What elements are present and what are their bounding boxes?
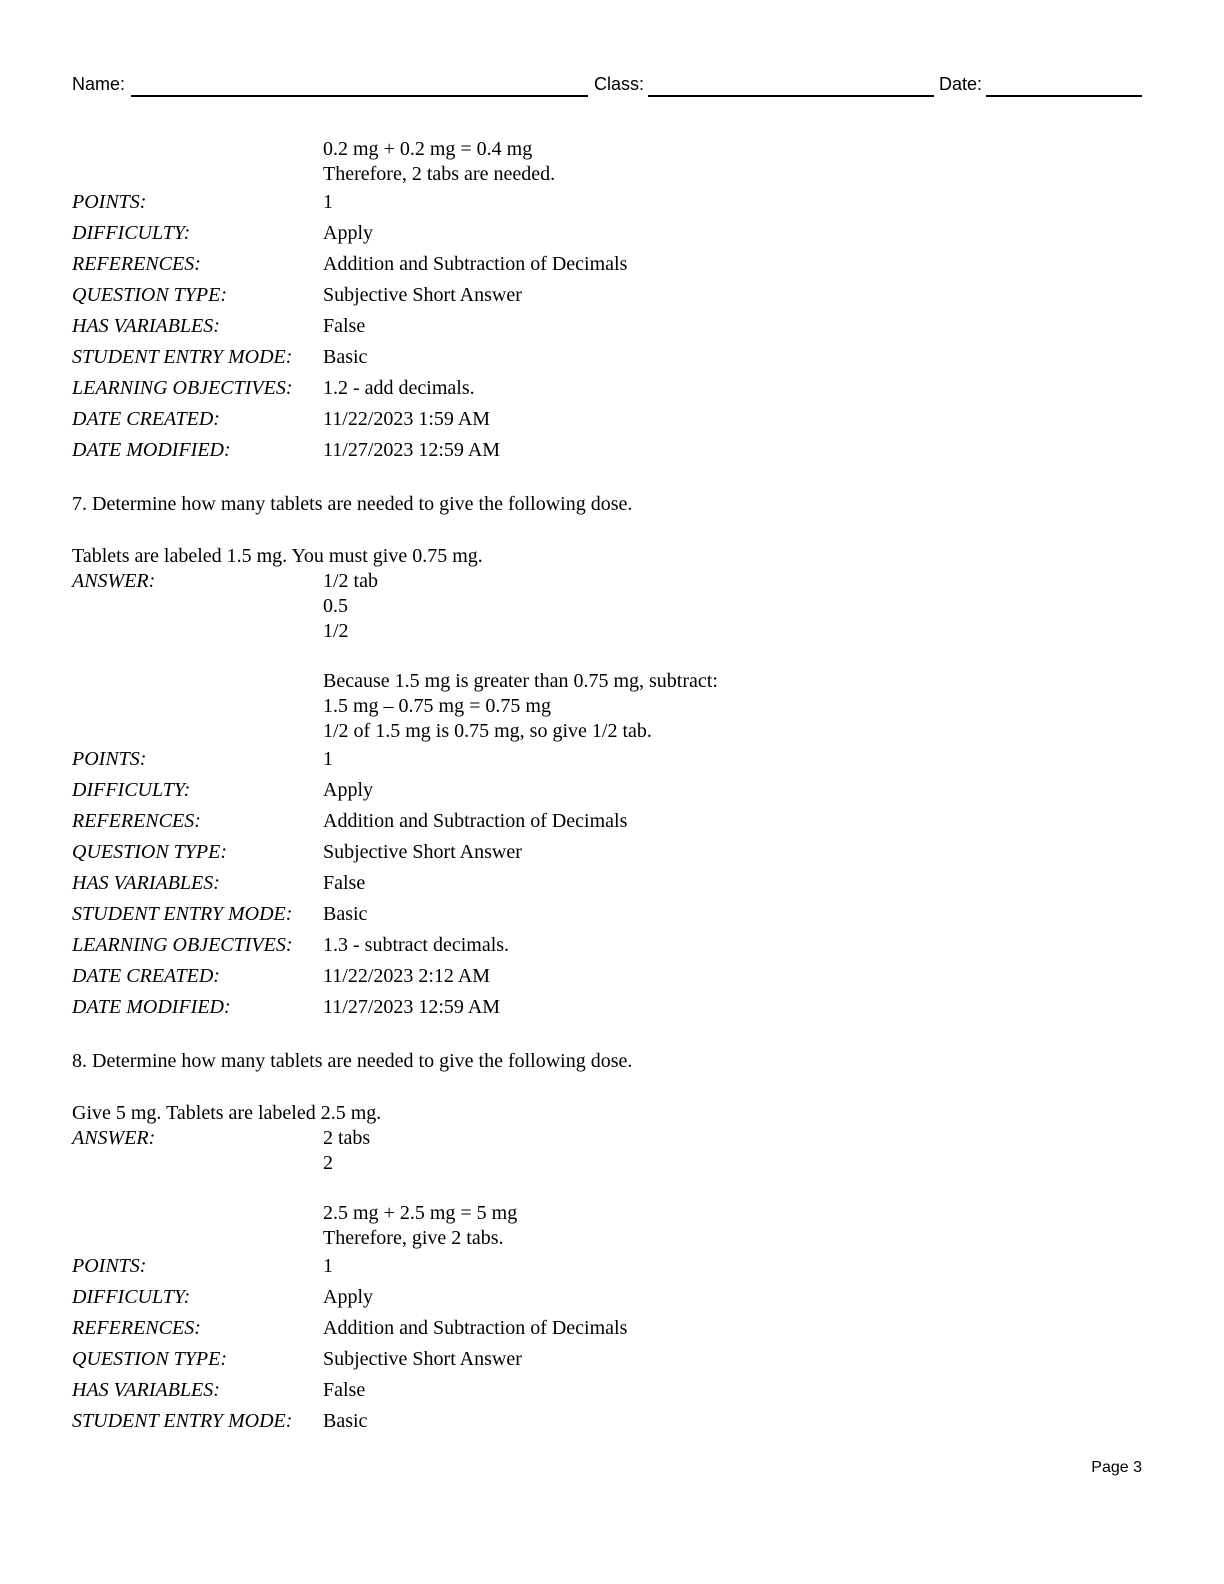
date-created-value: 11/22/2023 1:59 AM [323, 408, 491, 430]
has-variables-value: False [323, 872, 366, 894]
has-variables-value: False [323, 1379, 366, 1401]
question-prompt: Give 5 mg. Tablets are labeled 2.5 mg. [72, 1102, 382, 1124]
date-created-value: 11/22/2023 2:12 AM [323, 965, 491, 987]
points-label: POINTS: [72, 748, 147, 770]
explanation-line: Therefore, 2 tabs are needed. [323, 163, 556, 185]
q6-metadata [72, 187, 1152, 466]
answer-label: ANSWER: [72, 1127, 156, 1149]
q7-metadata [72, 744, 1152, 1023]
learning-objectives-label: LEARNING OBJECTIVES: [72, 934, 293, 956]
references-label: REFERENCES: [72, 1317, 201, 1339]
date-field-line [986, 95, 1142, 97]
difficulty-label: DIFFICULTY: [72, 779, 191, 801]
question-7 [72, 489, 1152, 1023]
answer-value: 0.5 [323, 595, 348, 617]
learning-objectives-value: 1.2 - add decimals. [323, 377, 475, 399]
student-entry-mode-value: Basic [323, 903, 368, 925]
question-type-value: Subjective Short Answer [323, 1348, 522, 1370]
page-content [72, 137, 1152, 1437]
has-variables-label: HAS VARIABLES: [72, 872, 220, 894]
date-modified-value: 11/27/2023 12:59 AM [323, 996, 501, 1018]
student-entry-mode-label: STUDENT ENTRY MODE: [72, 903, 293, 925]
references-value: Addition and Subtraction of Decimals [323, 1317, 628, 1339]
learning-objectives-label: LEARNING OBJECTIVES: [72, 377, 293, 399]
date-created-label: DATE CREATED: [72, 408, 220, 430]
student-entry-mode-value: Basic [323, 346, 368, 368]
references-label: REFERENCES: [72, 810, 201, 832]
date-modified-label: DATE MODIFIED: [72, 996, 231, 1018]
has-variables-value: False [323, 315, 366, 337]
answer-value: 1/2 [323, 620, 349, 642]
difficulty-value: Apply [323, 1286, 373, 1308]
points-label: POINTS: [72, 1255, 147, 1277]
class-label: Class: [594, 74, 645, 94]
answer-value: 2 [323, 1152, 333, 1174]
references-label: REFERENCES: [72, 253, 201, 275]
date-created-label: DATE CREATED: [72, 965, 220, 987]
references-value: Addition and Subtraction of Decimals [323, 253, 628, 275]
explanation-line: 1.5 mg – 0.75 mg = 0.75 mg [323, 695, 551, 717]
points-value: 1 [323, 748, 333, 770]
learning-objectives-value: 1.3 - subtract decimals. [323, 934, 510, 956]
difficulty-label: DIFFICULTY: [72, 1286, 191, 1308]
question-prompt: Tablets are labeled 1.5 mg. You must give 0.75 mg. [72, 545, 483, 567]
has-variables-label: HAS VARIABLES: [72, 1379, 220, 1401]
explanation-line: 2.5 mg + 2.5 mg = 5 mg [323, 1202, 518, 1224]
explanation-line: Therefore, give 2 tabs. [323, 1227, 504, 1249]
has-variables-label: HAS VARIABLES: [72, 315, 220, 337]
explanation-line: Because 1.5 mg is greater than 0.75 mg, subtract: [323, 670, 718, 692]
question-type-label: QUESTION TYPE: [72, 841, 228, 863]
question-type-label: QUESTION TYPE: [72, 284, 228, 306]
date-modified-label: DATE MODIFIED: [72, 439, 231, 461]
q8-metadata [72, 1251, 1152, 1437]
explanation-line: 0.2 mg + 0.2 mg = 0.4 mg [323, 138, 533, 160]
points-label: POINTS: [72, 191, 147, 213]
name-field-line [131, 95, 588, 97]
name-label: Name: [72, 74, 126, 94]
question-stem: 8. Determine how many tablets are needed to give the following dose. [72, 1050, 633, 1072]
question-type-value: Subjective Short Answer [323, 284, 522, 306]
answer-label: ANSWER: [72, 570, 156, 592]
points-value: 1 [323, 191, 333, 213]
difficulty-value: Apply [323, 222, 373, 244]
page-number: Page 3 [1091, 1459, 1142, 1476]
difficulty-value: Apply [323, 779, 373, 801]
question-type-label: QUESTION TYPE: [72, 1348, 228, 1370]
class-field-line [648, 95, 934, 97]
page-header [72, 72, 1142, 98]
student-entry-mode-value: Basic [323, 1410, 368, 1432]
explanation-line: 1/2 of 1.5 mg is 0.75 mg, so give 1/2 tab. [323, 720, 652, 742]
student-entry-mode-label: STUDENT ENTRY MODE: [72, 1410, 293, 1432]
references-value: Addition and Subtraction of Decimals [323, 810, 628, 832]
student-entry-mode-label: STUDENT ENTRY MODE: [72, 346, 293, 368]
difficulty-label: DIFFICULTY: [72, 222, 191, 244]
question-8 [72, 1046, 1152, 1437]
question-stem: 7. Determine how many tablets are needed to give the following dose. [72, 493, 633, 515]
q6-continuation [72, 137, 1152, 466]
date-label: Date: [939, 74, 983, 94]
points-value: 1 [323, 1255, 333, 1277]
spacer [72, 1176, 1152, 1201]
answer-value: 1/2 tab [323, 570, 378, 592]
date-modified-value: 11/27/2023 12:59 AM [323, 439, 501, 461]
spacer [72, 644, 1152, 669]
answer-value: 2 tabs [323, 1127, 371, 1149]
question-type-value: Subjective Short Answer [323, 841, 522, 863]
